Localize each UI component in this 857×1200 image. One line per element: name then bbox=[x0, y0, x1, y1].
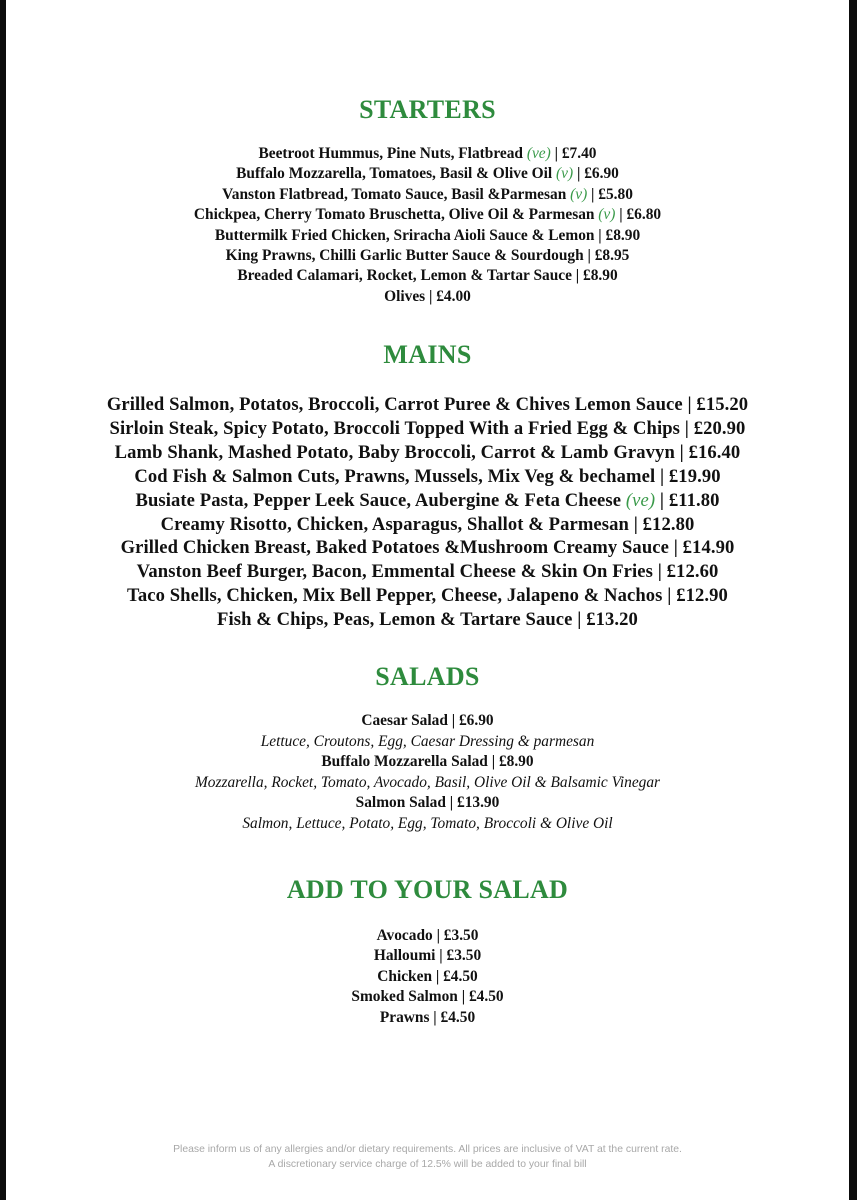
diet-marker: (v) bbox=[570, 185, 588, 203]
item-name: Sirloin Steak, Spicy Potato, Broccoli Topped With a Fried Egg & Chips bbox=[109, 417, 681, 439]
item-price: | £6.80 bbox=[615, 206, 662, 224]
item-price: | £4.50 bbox=[429, 1008, 476, 1026]
item-name: Vanston Beef Burger, Bacon, Emmental Cheese & Skin On Fries bbox=[136, 561, 653, 583]
starters-heading: STARTERS bbox=[359, 95, 496, 124]
diet-marker: (ve) bbox=[625, 489, 656, 511]
menu-item bbox=[6, 393, 849, 417]
menu-item bbox=[6, 144, 849, 164]
item-name: Prawns bbox=[379, 1008, 430, 1026]
item-name: Grilled Salmon, Potatos, Broccoli, Carrot Puree & Chives Lemon Sauce bbox=[106, 394, 683, 415]
add-to-salad-heading: ADD TO YOUR SALAD bbox=[286, 875, 569, 904]
menu-item bbox=[6, 246, 849, 266]
salads-heading: SALADS bbox=[375, 662, 480, 691]
addon-item bbox=[6, 946, 849, 966]
item-price: | £13.20 bbox=[572, 609, 638, 631]
item-price: | £19.90 bbox=[655, 465, 721, 487]
item-price: | £20.90 bbox=[680, 417, 746, 439]
footer-notice bbox=[6, 1143, 849, 1172]
item-name: King Prawns, Chilli Garlic Butter Sauce & Sourdough bbox=[225, 247, 584, 265]
salad-description: Lettuce, Croutons, Egg, Caesar Dressing & parmesan bbox=[260, 732, 595, 750]
item-price: | £6.90 bbox=[573, 165, 619, 183]
item-name: Fish & Chips, Peas, Lemon & Tartare Sauce bbox=[217, 609, 573, 631]
item-name: Smoked Salmon bbox=[351, 988, 458, 1006]
menu-item bbox=[6, 560, 849, 584]
menu-item bbox=[6, 465, 849, 489]
menu-item bbox=[6, 205, 849, 225]
addon-item bbox=[6, 1008, 849, 1028]
item-price: | £4.50 bbox=[457, 988, 504, 1006]
item-price: | £12.90 bbox=[662, 585, 728, 607]
item-name: Cod Fish & Salmon Cuts, Prawns, Mussels, Mix Veg & bechamel bbox=[134, 465, 656, 487]
salads-list bbox=[6, 711, 849, 834]
starters-list bbox=[6, 144, 849, 307]
item-price: | £16.40 bbox=[674, 441, 741, 463]
addon-item bbox=[6, 967, 849, 987]
item-price: | £8.95 bbox=[583, 247, 630, 265]
menu-item bbox=[6, 287, 849, 307]
menu-item bbox=[6, 584, 849, 608]
item-price: | £4.50 bbox=[432, 967, 478, 985]
menu-item bbox=[6, 185, 849, 205]
item-price: | £8.90 bbox=[575, 267, 618, 285]
menu-item bbox=[6, 513, 849, 537]
menu-item bbox=[6, 164, 849, 184]
diet-marker: (v) bbox=[598, 206, 616, 224]
salad-description: Salmon, Lettuce, Potato, Egg, Tomato, Broccoli & Olive Oil bbox=[242, 814, 613, 832]
salad-name: Buffalo Mozzarella Salad | £8.90 bbox=[321, 753, 534, 770]
item-price: | £14.90 bbox=[668, 537, 735, 559]
salad-name: Caesar Salad | £6.90 bbox=[361, 712, 494, 729]
item-price: | £5.80 bbox=[587, 185, 633, 203]
allergy-notice: Please inform us of any allergies and/or dietary requirements. All prices are inclusive of VAT at the current rate. bbox=[173, 1144, 682, 1155]
item-name: Grilled Chicken Breast, Baked Potatoes &Mushroom Creamy Sauce bbox=[120, 537, 669, 559]
add-to-salad-list bbox=[6, 926, 849, 1028]
item-name: Beetroot Hummus, Pine Nuts, Flatbread bbox=[258, 145, 527, 162]
service-charge-notice: A discretionary service charge of 12.5% will be added to your final bill bbox=[268, 1158, 587, 1170]
item-name: Busiate Pasta, Pepper Leek Sauce, Aubergine & Feta Cheese bbox=[135, 489, 626, 511]
item-name: Lamb Shank, Mashed Potato, Baby Broccoli, Carrot & Lamb Gravyn bbox=[114, 441, 675, 463]
item-name: Buttermilk Fried Chicken, Sriracha Aioli Sauce & Lemon bbox=[214, 226, 595, 244]
item-name: Halloumi bbox=[373, 947, 436, 965]
menu-item bbox=[6, 489, 849, 513]
item-price: | £4.00 bbox=[425, 287, 471, 305]
addon-item bbox=[6, 926, 849, 946]
item-name: Creamy Risotto, Chicken, Asparagus, Shallot & Parmesan bbox=[160, 513, 629, 535]
item-name: Chickpea, Cherry Tomato Bruschetta, Olive Oil & Parmesan bbox=[193, 206, 599, 224]
item-price: | £3.50 bbox=[435, 947, 482, 965]
menu-item bbox=[6, 226, 849, 246]
window-frame-right bbox=[849, 0, 857, 1200]
item-name: Avocado bbox=[376, 927, 433, 944]
item-price: | £15.20 bbox=[682, 394, 749, 415]
item-price: | £3.50 bbox=[432, 927, 479, 944]
item-name: Olives bbox=[384, 287, 426, 305]
item-name: Breaded Calamari, Rocket, Lemon & Tartar Sauce bbox=[237, 267, 576, 285]
item-price: | £12.60 bbox=[652, 561, 719, 583]
addon-item bbox=[6, 987, 849, 1007]
item-price: | £12.80 bbox=[628, 513, 695, 535]
menu-page bbox=[6, 0, 849, 1200]
item-price: | £8.90 bbox=[594, 226, 641, 244]
salad-name: Salmon Salad | £13.90 bbox=[355, 794, 500, 811]
menu-item bbox=[6, 536, 849, 560]
mains-list bbox=[6, 393, 849, 632]
diet-marker: (ve) bbox=[526, 145, 551, 162]
item-name: Chicken bbox=[377, 967, 432, 985]
salad-description: Mozzarella, Rocket, Tomato, Avocado, Basil, Olive Oil & Balsamic Vinegar bbox=[194, 773, 661, 791]
item-price: | £7.40 bbox=[550, 145, 597, 162]
mains-heading: MAINS bbox=[383, 340, 472, 369]
item-name: Vanston Flatbread, Tomato Sauce, Basil &Parmesan bbox=[222, 185, 571, 203]
menu-item bbox=[6, 266, 849, 286]
diet-marker: (v) bbox=[556, 165, 574, 183]
menu-item bbox=[6, 441, 849, 465]
menu-item bbox=[6, 417, 849, 441]
item-name: Buffalo Mozzarella, Tomatoes, Basil & Olive Oil bbox=[236, 165, 557, 183]
item-price: | £11.80 bbox=[655, 489, 720, 511]
item-name: Taco Shells, Chicken, Mix Bell Pepper, Cheese, Jalapeno & Nachos bbox=[127, 585, 663, 607]
menu-item bbox=[6, 608, 849, 632]
